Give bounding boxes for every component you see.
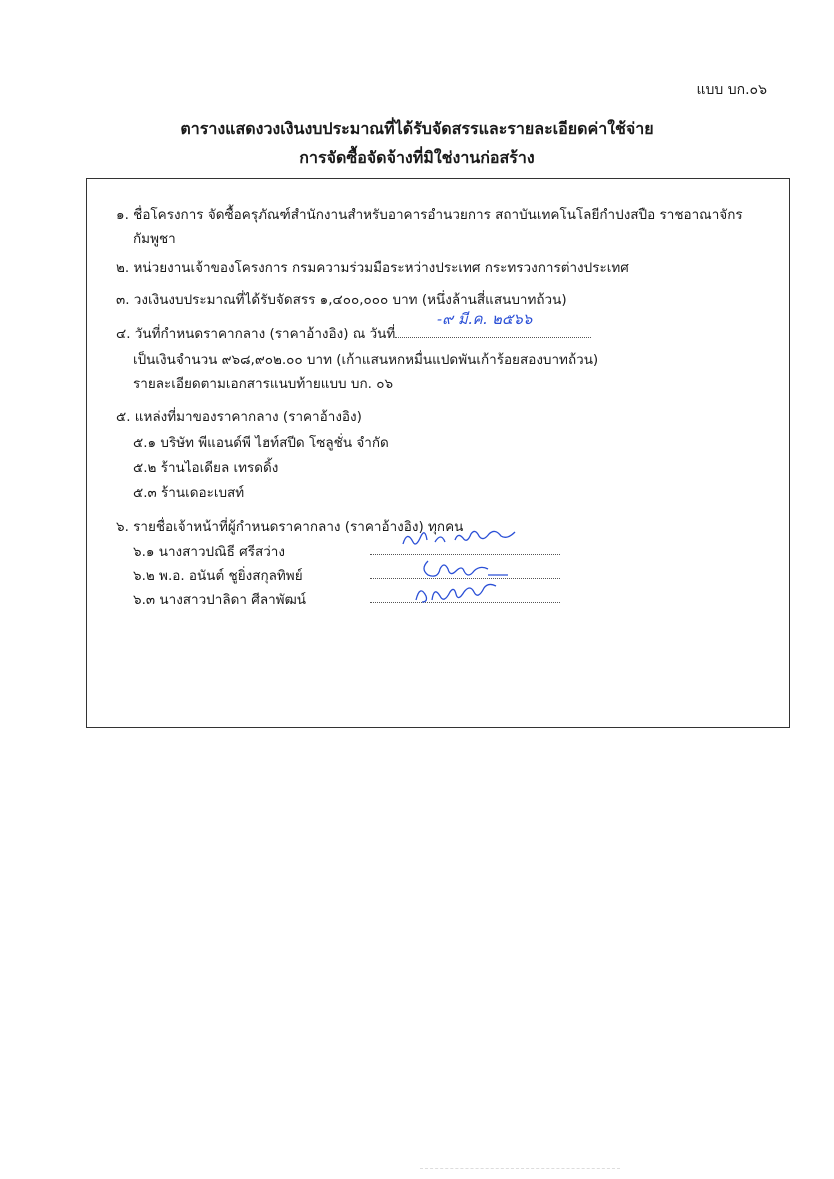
signature-3 xyxy=(410,580,520,608)
item-6-title: ๖. รายชื่อเจ้าหน้าที่ผู้กำหนดราคากลาง (ราคาอ้างอิง) ทุกคน xyxy=(116,519,464,535)
item-1-project-name-cont: กัมพูชา xyxy=(133,231,176,247)
item-2-agency: ๒. หน่วยงานเจ้าของโครงการ กรมความร่วมมือระหว่างประเทศ กระทรวงการต่างประเทศ xyxy=(116,260,629,276)
source-item: ๕.๓ ร้านเดอะเบสท์ xyxy=(133,485,245,501)
scan-artifact xyxy=(420,1168,620,1169)
item-1-project-name: ๑. ชื่อโครงการ จัดซื้อครุภัณฑ์สำนักงานสำหรับอาคารอำนวยการ สถาบันเทคโนโลยีกำปงสปือ ราชอาณาจักร xyxy=(116,207,743,223)
item-4-detail: รายละเอียดตามเอกสารแนบท้ายแบบ บก. ๐๖ xyxy=(133,376,394,392)
item-4-amount: เป็นเงินจำนวน ๙๖๘,๙๐๒.๐๐ บาท (เก้าแสนหกหมื่นแปดพันเก้าร้อยสองบาทถ้วน) xyxy=(133,352,599,368)
official-name: ๖.๓ นางสาวปาลิดา ศีลาพัฒน์ xyxy=(133,592,306,608)
document-subtitle: การจัดซื้อจัดจ้างที่มิใช่งานก่อสร้าง xyxy=(299,148,535,167)
official-name: ๖.๒ พ.อ. อนันต์ ชูยิ่งสกุลทิพย์ xyxy=(133,568,303,584)
handwritten-date: -๙ มี.ค. ๒๕๖๖ xyxy=(437,310,533,328)
item-3-budget: ๓. วงเงินงบประมาณที่ได้รับจัดสรร ๑,๔๐๐,๐๐๐ บาท (หนึ่งล้านสี่แสนบาทถ้วน) xyxy=(116,292,567,308)
source-item: ๕.๑ บริษัท พีแอนด์พี ไฮท์สปีด โซลูชั่น จำกัด xyxy=(133,435,389,451)
source-item: ๕.๒ ร้านไอเดียล เทรดดิ้ง xyxy=(133,460,279,476)
official-name: ๖.๑ นางสาวปณิธี ศรีสว่าง xyxy=(133,544,285,560)
signature-2 xyxy=(418,553,528,581)
signature-1 xyxy=(395,526,535,552)
item-5-title: ๕. แหล่งที่มาของราคากลาง (ราคาอ้างอิง) xyxy=(116,409,362,425)
form-code: แบบ บก.๐๖ xyxy=(696,82,767,98)
document-title: ตารางแสดงวงเงินงบประมาณที่ได้รับจัดสรรและรายละเอียดค่าใช้จ่าย xyxy=(180,119,654,138)
item-4-label: ๔. วันที่กำหนดราคากลาง (ราคาอ้างอิง) ณ วันที่ xyxy=(116,326,396,342)
